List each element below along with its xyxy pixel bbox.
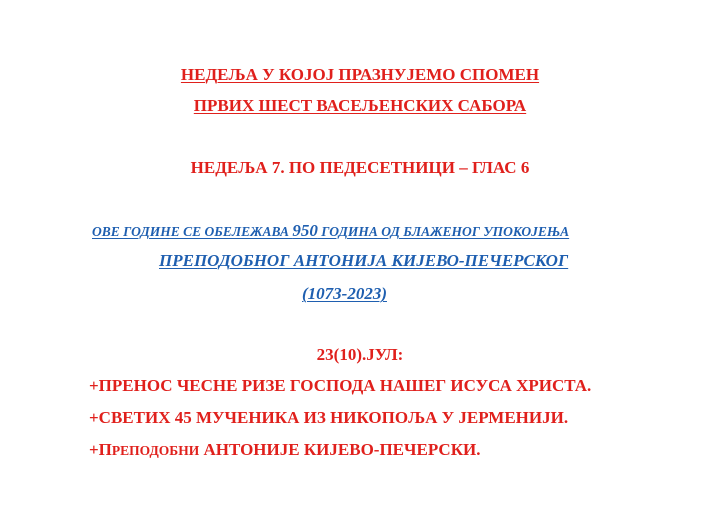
feast-item-3-smallcaps: РЕПОДОБНИ bbox=[111, 443, 200, 458]
anniversary-number: 950 bbox=[292, 221, 318, 240]
anniversary-years: (1073-2023) bbox=[302, 284, 387, 303]
feast-item-1: +ПРЕНОС ЧЕСНЕ РИЗЕ ГОСПОДА НАШЕГ ИСУСА ХРИСТА. bbox=[89, 376, 592, 395]
heading-line-3: НЕДЕЉА 7. ПО ПЕДЕСЕТНИЦИ – ГЛАС 6 bbox=[190, 158, 530, 177]
feast-item-2: +СВЕТИХ 45 МУЧЕНИКА ИЗ НИКОПОЉА У ЈЕРМЕНИЈИ. bbox=[89, 408, 569, 427]
feast-item-3-rest: АНТОНИЈЕ КИЈЕВО-ПЕЧЕРСКИ. bbox=[199, 440, 481, 459]
anniversary-line-1 bbox=[92, 222, 569, 239]
anniversary-text-after: ГОДИНА ОД БЛАЖЕНОГ УПОКОЈЕЊА bbox=[317, 224, 570, 239]
heading-line-1: НЕДЕЉА У КОЈОЈ ПРАЗНУЈЕМО СПОМЕН bbox=[180, 65, 540, 84]
anniversary-line-2: ПРЕПОДОБНОГ АНТОНИЈА КИЈЕВО-ПЕЧЕРСКОГ bbox=[159, 251, 569, 270]
feast-item-3 bbox=[89, 441, 481, 458]
feast-date: 23(10).ЈУЛ: bbox=[316, 345, 404, 364]
heading-line-2: ПРВИХ ШЕСТ ВАСЕЉЕНСКИХ САБОРА bbox=[193, 96, 527, 115]
anniversary-text-before: ОВЕ ГОДИНЕ СЕ ОБЕЛЕЖАВА bbox=[92, 224, 293, 239]
feast-item-3-prefix: +П bbox=[89, 440, 112, 459]
